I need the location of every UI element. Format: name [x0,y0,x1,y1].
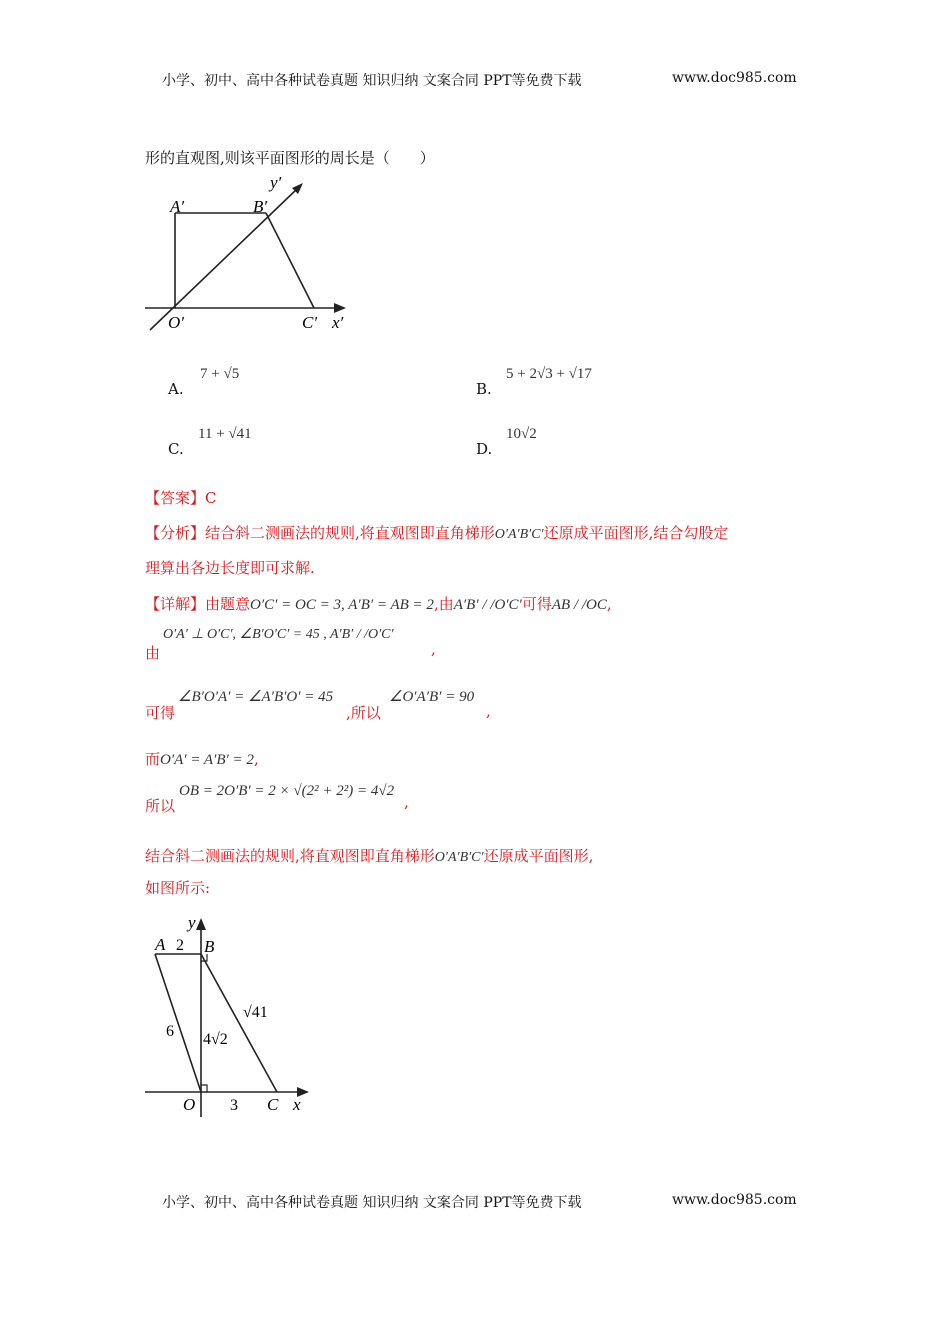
analysis-line-2: 理算出各边长度即可求解. [145,559,315,577]
sol-l2-suffix: , [431,640,436,658]
sol-l3-m1: ∠B′O′A′ = ∠A′B′O′ = 45 [178,689,334,705]
label-c: C [267,1095,279,1114]
answer-label: 【答案】 [145,489,206,507]
solution-line-6 [145,845,593,866]
sol-l4-m: O′A′ = A′B′ = 2 [160,752,254,768]
right-angle-o [201,1085,207,1092]
solution-line-7: 如图所示: [145,879,211,897]
sol-l1-c: 可得 [521,595,552,613]
solution-label: 【详解】 [145,595,206,613]
answer-line [145,487,217,508]
sol-l1-b: ,由 [433,595,454,613]
edge-ao [155,954,201,1092]
edge-bc [201,954,277,1092]
label-b: B [204,937,215,956]
question-text: 形的直观图,则该平面图形的周长是（ ） [145,149,435,167]
option-a-value[interactable]: 7 + √5 [200,366,240,382]
sol-l2-prefix: 由 [145,644,161,662]
footer-title: 小学、初中、高中各种试卷真题 知识归纳 文案合同 PPT等免费下载 [162,1195,582,1211]
option-d-letter[interactable]: D. [476,440,493,458]
sol-l1-a: 由题意 [205,595,251,613]
option-c-value[interactable]: 11 + √41 [198,426,252,442]
answer-value: C [205,489,217,507]
sol-l3-prefix: 可得 [145,704,176,722]
option-a-letter[interactable]: A. [168,380,184,398]
sol-l6-m: O′A′B′C′ [434,850,484,865]
label-bc-length: √41 [243,1004,268,1021]
sol-l1-m4: AB / /OC [551,597,607,613]
figure-oblique-trapezoid [140,170,360,340]
sol-l3-b: ,所以 [346,704,381,722]
solution-line-1 [145,593,612,614]
header-title: 小学、初中、高中各种试卷真题 知识归纳 文案合同 PPT等免费下载 [162,73,582,89]
header-url[interactable]: www.doc985.com [672,70,797,86]
label-o-prime: O′ [168,313,184,332]
analysis-line-1 [145,522,728,543]
option-b-letter[interactable]: B. [476,380,492,398]
sol-l4-b: , [253,750,259,768]
label-ob-length: 4√2 [203,1031,228,1048]
analysis-text-b: 还原成平面图形,结合勾股定 [543,524,729,542]
sol-l3-c: , [486,702,491,720]
figure-original-trapezoid [140,912,320,1122]
label-x-prime: x′ [332,313,344,332]
y-arrow [196,918,206,930]
label-a-prime: A′ [170,197,185,216]
option-b-value[interactable]: 5 + 2√3 + √17 [506,366,592,382]
label-oc-length: 3 [230,1097,238,1114]
sol-l1-m1: O′C′ = OC = 3 [250,597,342,613]
label-ao-length: 6 [166,1023,174,1040]
label-y: y [188,913,196,932]
label-x: x [293,1095,301,1114]
option-c-letter[interactable]: C. [168,440,184,458]
sol-l1-d: , [606,595,612,613]
sol-l5-suffix: , [404,793,409,811]
sol-l5-prefix: 所以 [145,797,176,815]
x-prime-arrow [334,303,346,313]
analysis-label: 【分析】 [145,524,206,542]
option-d-value[interactable]: 10√2 [506,426,537,442]
sol-l2-math: O′A′ ⊥ O′C′, ∠B′O′C′ = 45 , A′B′ / /O′C′ [163,627,394,642]
label-b-prime: B′ [253,197,268,216]
analysis-math: O′A′B′C′ [494,527,544,542]
sol-l3-m2: ∠O′A′B′ = 90 [389,689,475,705]
footer-url[interactable]: www.doc985.com [672,1192,797,1208]
sol-l1-m2: , A′B′ = AB = 2 [341,597,434,613]
label-a: A [155,935,166,954]
sol-l4-a: 而 [145,750,161,768]
edge-bc [266,213,314,308]
analysis-text-a: 结合斜二测画法的规则,将直观图即直角梯形 [205,524,495,542]
label-c-prime: C′ [302,313,318,332]
sol-l6-b: 还原成平面图形, [483,847,594,865]
label-o: O [183,1095,196,1114]
sol-l1-m3: A′B′ / /O′C′ [453,597,522,613]
sol-l6-a: 结合斜二测画法的规则,将直观图即直角梯形 [145,847,435,865]
solution-line-4 [145,748,259,769]
label-y-prime: y′ [270,173,282,192]
sol-l5-math: OB = 2O′B′ = 2 × √(2² + 2²) = 4√2 [179,783,395,799]
label-ab-length: 2 [176,937,184,954]
